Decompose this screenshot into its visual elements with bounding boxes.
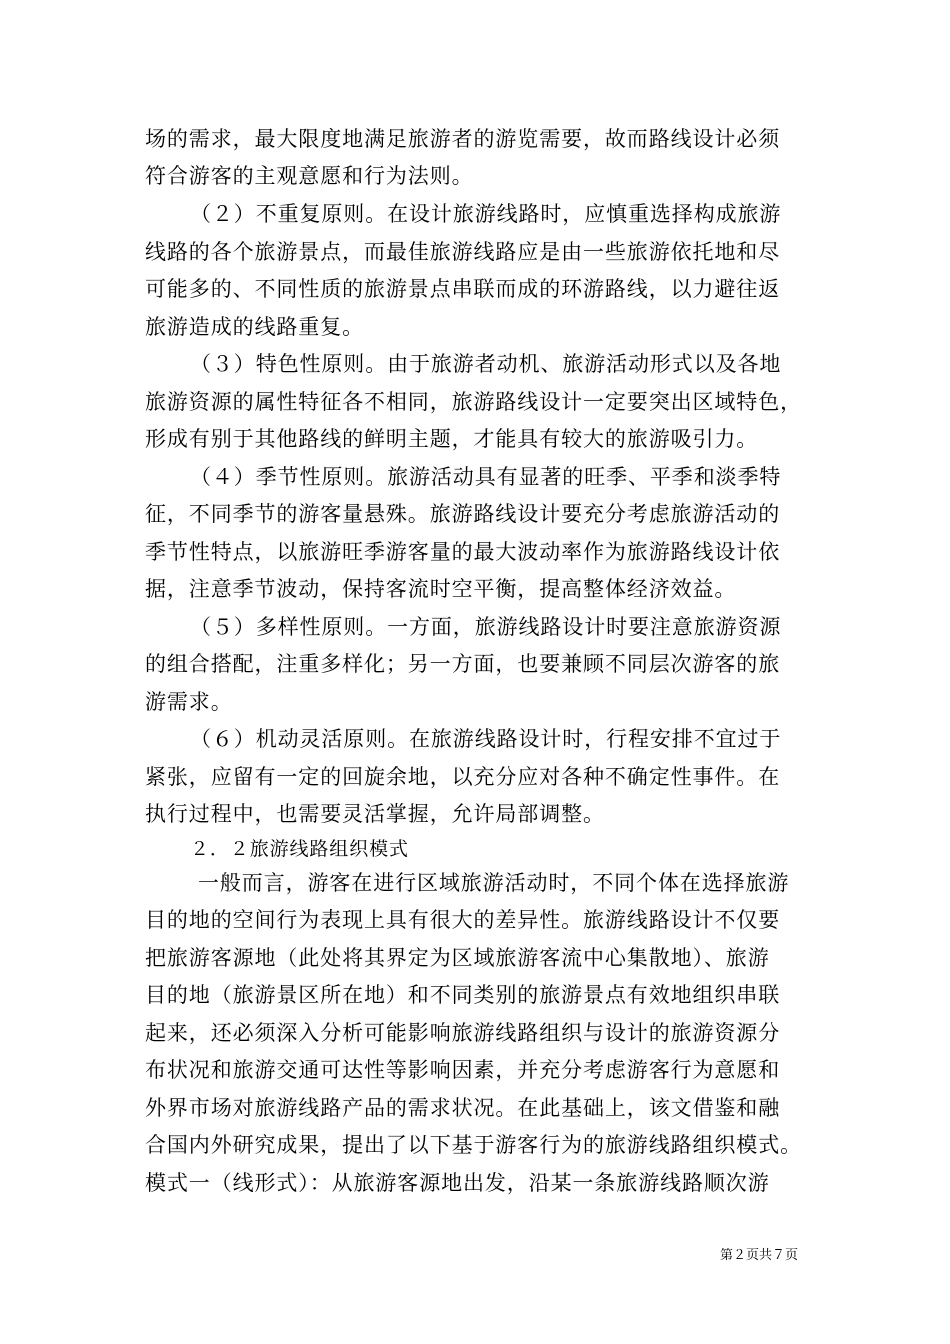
body-line: 一般而言，游客在进行区域旅游活动时，不同个体在选择旅游 — [198, 871, 790, 895]
body-line: 目的地（旅游景区所在地）和不同类别的旅游景点有效地组织串联 — [145, 983, 781, 1007]
body-line: 模式一（线形式）：从旅游客源地出发，沿某一条旅游线路顺次游 — [145, 1171, 770, 1195]
body-line: 目的地的空间行为表现上具有很大的差异性。旅游线路设计不仅要 — [145, 908, 781, 932]
paragraph-heading-line: （４）季节性原则。旅游活动具有显著的旺季、平季和淡季特 — [190, 465, 782, 489]
paragraph-heading-line: （２）不重复原则。在设计旅游线路时，应慎重选择构成旅游 — [190, 202, 782, 226]
body-line: 起来，还必须深入分析可能影响旅游线路组织与设计的旅游资源分 — [145, 1021, 781, 1045]
body-line: 季节性特点，以旅游旺季游客量的最大波动率作为旅游路线设计依 — [145, 540, 781, 564]
paragraph-heading-line: （６）机动灵活原则。在旅游线路设计时，行程安排不宜过于 — [190, 727, 782, 751]
body-line: 布状况和旅游交通可达性等影响因素，并充分考虑游客行为意愿和 — [145, 1058, 781, 1082]
body-line: 紧张，应留有一定的回旋余地，以充分应对各种不确定性事件。在 — [145, 765, 781, 789]
body-line: 场的需求，最大限度地满足旅游者的游览需要，故而路线设计必须 — [145, 127, 781, 151]
body-line: 游需求。 — [145, 690, 233, 714]
body-line: 的组合搭配，注重多样化；另一方面，也要兼顾不同层次游客的旅 — [145, 652, 781, 676]
paragraph-heading-line: （５）多样性原则。一方面，旅游线路设计时要注意旅游资源 — [190, 615, 782, 639]
body-line: 线路的各个旅游景点，而最佳旅游线路应是由一些旅游依托地和尽 — [145, 240, 781, 264]
body-line: 旅游资源的属性特征各不相同，旅游路线设计一定要突出区域特色， — [145, 390, 802, 414]
body-line: 可能多的、不同性质的旅游景点串联而成的环游路线，以力避往返 — [145, 277, 781, 301]
section-heading: ２．２旅游线路组织模式 — [190, 838, 409, 860]
body-line: 形成有别于其他路线的鲜明主题，才能具有较大的旅游吸引力。 — [145, 427, 759, 451]
body-line: 合国内外研究成果，提出了以下基于游客行为的旅游线路组织模式。 — [145, 1133, 802, 1157]
body-line: 执行过程中，也需要灵活掌握，允许局部调整。 — [145, 802, 605, 826]
page-number-footer: 第２页共７页 — [720, 1248, 799, 1263]
body-line: 符合游客的主观意愿和行为法则。 — [145, 164, 474, 188]
body-line: 旅游造成的线路重复。 — [145, 315, 364, 339]
body-line: 据，注意季节波动，保持客流时空平衡，提高整体经济效益。 — [145, 577, 737, 601]
paragraph-heading-line: （３）特色性原则。由于旅游者动机、旅游活动形式以及各地 — [190, 352, 782, 376]
body-line: 把旅游客源地（此处将其界定为区域旅游客流中心集散地）、旅游 — [145, 946, 770, 970]
body-line: 征，不同季节的游客量悬殊。旅游路线设计要充分考虑旅游活动的 — [145, 502, 781, 526]
body-line: 外界市场对旅游线路产品的需求状况。在此基础上，该文借鉴和融 — [145, 1096, 781, 1120]
